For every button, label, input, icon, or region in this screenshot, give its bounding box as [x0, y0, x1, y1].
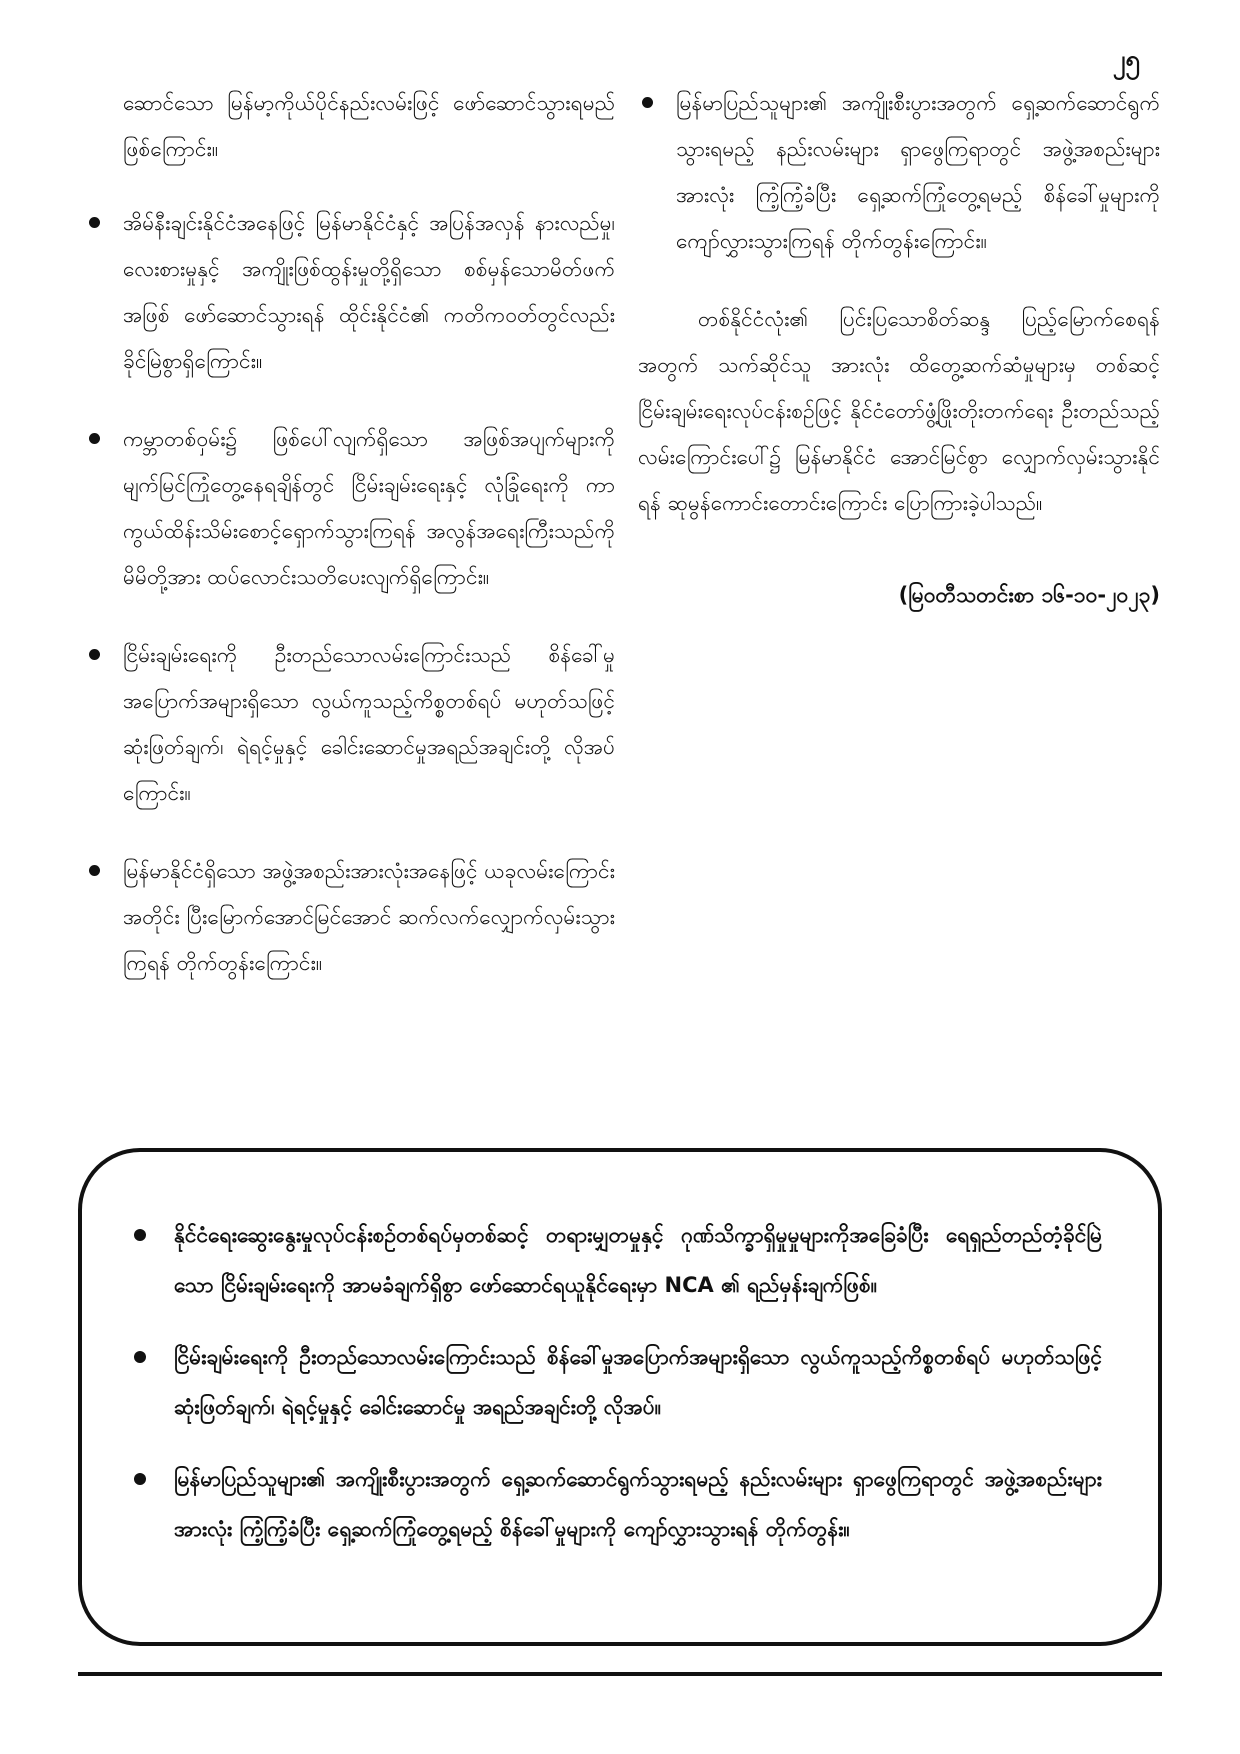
bullet-item: အိမ်နီးချင်းနိုင်ငံအနေဖြင့် မြန်မာနိုင်ငံနှင့် အပြန်အလှန် နားလည်မှု၊ လေးစားမှုနှင့် အကျိုးဖြစ်ထွန်းမှုတို့ရှိသော စစ်မှန်သောမိတ်ဖက်အဖြစ် ဖော်ဆောင်သွားရန် ထိုင်းနိုင်ငံ၏ ကတိကဝတ်တွင်လည်း ခိုင်မြဲစွာရှိကြောင်း။ [85, 200, 615, 384]
source-citation: (မြဝတီသတင်းစာ ၁၆-၁၀-၂၀၂၃) [898, 583, 1160, 607]
left-column [85, 80, 615, 1018]
continued-paragraph: ဆောင်သော မြန်မာ့ကိုယ်ပိုင်နည်းလမ်းဖြင့် ဖော်ဆောင်သွားရမည်ဖြစ်ကြောင်း။ [123, 91, 615, 161]
bullet-item: ငြိမ်းချမ်းရေးကို ဦးတည်သောလမ်းကြောင်းသည် စိန်ခေါ်မှုအပြောက်အများရှိသော လွယ်ကူသည့်ကိစ္စတစ်ရပ် မဟုတ်သဖြင့် ဆုံးဖြတ်ချက်၊ ရဲရင့်မှုနှင့် ခေါင်းဆောင်မှုအရည်အချင်းတို့ လိုအပ်ကြောင်း။ [85, 632, 615, 816]
bullet-item: မြန်မာနိုင်ငံရှိသော အဖွဲ့အစည်းအားလုံးအနေဖြင့် ယခုလမ်းကြောင်းအတိုင်း ပြီးမြောက်အောင်မြင်အောင် ဆက်လက်လျှောက်လှမ်းသွားကြရန် တိုက်တွန်းကြောင်း။ [85, 848, 615, 986]
closing-paragraph: တစ်နိုင်ငံလုံး၏ ပြင်းပြသောစိတ်ဆန္ဒ ပြည့်မြောက်စေရန်အတွက် သက်ဆိုင်သူ အားလုံး ထိတွေ့ဆက်ဆံမှုများမှ တစ်ဆင့် ငြိမ်းချမ်းရေးလုပ်ငန်းစဉ်ဖြင့် နိုင်ငံတော်ဖွံ့ဖြိုးတိုးတက်ရေး ဦးတည်သည့်လမ်းကြောင်းပေါ်၌ မြန်မာနိုင်ငံ အောင်မြင်စွာ လျှောက်လှမ်းသွားနိုင်ရန် ဆုမွန်ကောင်းတောင်းကြောင်း ပြောကြားခဲ့ပါသည်။ [638, 307, 1160, 515]
right-column [638, 80, 1160, 639]
footer-rule [78, 1672, 1162, 1676]
page-number: ၂၅ [1112, 45, 1140, 75]
summary-box [78, 1148, 1162, 1646]
summary-bullet: နိုင်ငံရေးဆွေးနွေးမှုလုပ်ငန်းစဉ်တစ်ရပ်မှတစ်ဆင့် တရားမျှတမှုနှင့် ဂုဏ်သိက္ခာရှိမှုမှုများကိုအခြေခံပြီး ရေရှည်တည်တံ့ခိုင်မြဲသော ငြိမ်းချမ်းရေးကို အာမခံချက်ရှိစွာ ဖော်ဆောင်ရယူနိုင်ရေးမှာ NCA ၏ ရည်မှန်းချက်ဖြစ်။ [128, 1210, 1102, 1310]
bullet-item: ကမ္ဘာတစ်ဝှမ်း၌ ဖြစ်ပေါ်လျက်ရှိသော အဖြစ်အပျက်များကို မျက်မြင်ကြုံတွေ့နေရချိန်တွင် ငြိမ်းချမ်းရေးနှင့် လုံခြုံရေးကို ကာကွယ်ထိန်းသိမ်းစောင့်ရှောက်သွားကြရန် အလွန်အရေးကြီးသည်ကို မိမိတို့အား ထပ်လောင်းသတိပေးလျက်ရှိကြောင်း။ [85, 416, 615, 600]
bullet-item: မြန်မာပြည်သူများ၏ အကျိုးစီးပွားအတွက် ရှေ့ဆက်ဆောင်ရွက်သွားရမည့် နည်းလမ်းများ ရှာဖွေကြရာတွင် အဖွဲ့အစည်းများအားလုံး ကြံ့ကြံ့ခံပြီး ရှေ့ဆက်ကြုံတွေ့ရမည့် စိန်ခေါ်မှုများကို ကျော်လွှားသွားကြရန် တိုက်တွန်းကြောင်း။ [638, 80, 1160, 264]
summary-bullet: ငြိမ်းချမ်းရေးကို ဦးတည်သောလမ်းကြောင်းသည် စိန်ခေါ်မှုအပြောက်အများရှိသော လွယ်ကူသည့်ကိစ္စတစ်ရပ် မဟုတ်သဖြင့် ဆုံးဖြတ်ချက်၊ ရဲရင့်မှုနှင့် ခေါင်းဆောင်မှု အရည်အချင်းတို့ လိုအပ်။ [128, 1332, 1102, 1432]
summary-bullet: မြန်မာပြည်သူများ၏ အကျိုးစီးပွားအတွက် ရှေ့ဆက်ဆောင်ရွက်သွားရမည့် နည်းလမ်းများ ရှာဖွေကြရာတွင် အဖွဲ့အစည်းများအားလုံး ကြံ့ကြံ့ခံပြီး ရှေ့ဆက်ကြုံတွေ့ရမည့် စိန်ခေါ်မှုများကို ကျော်လွှားသွားရန် တိုက်တွန်း။ [128, 1454, 1102, 1554]
